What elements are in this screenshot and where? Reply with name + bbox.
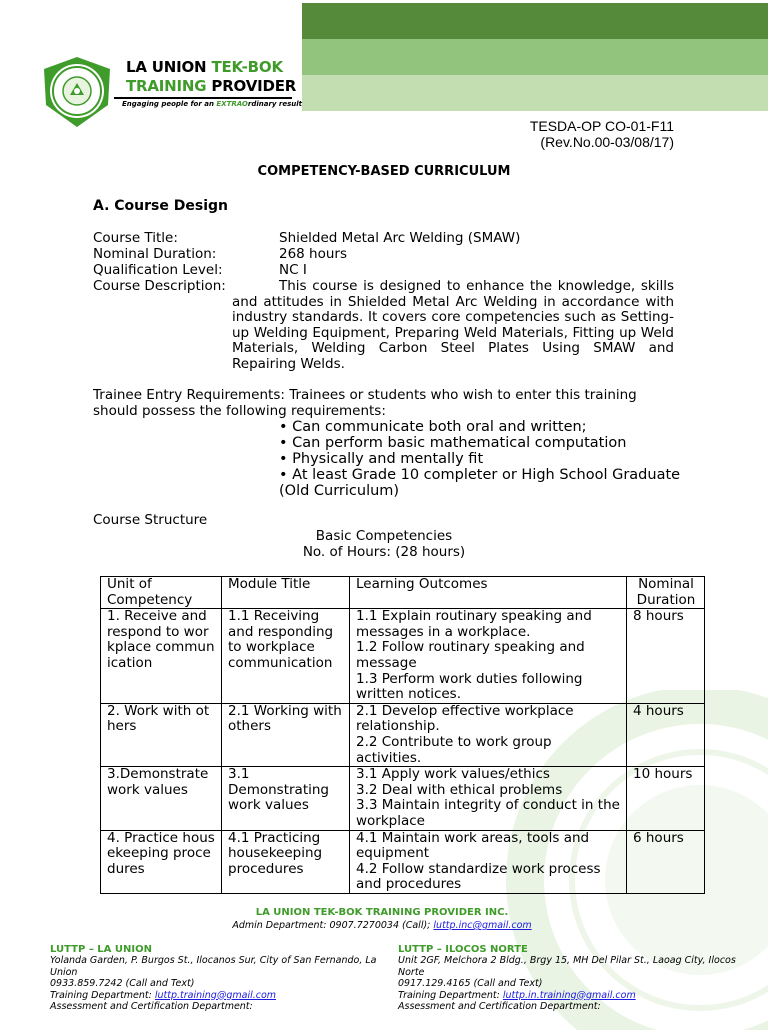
logo-seal-icon xyxy=(40,55,114,129)
nominal-duration-label: Nominal Duration: xyxy=(93,246,217,262)
list-item: • At least Grade 10 completer or High School Graduate (Old Curriculum) xyxy=(279,467,681,499)
outcomes-cell xyxy=(350,830,627,893)
header-bar-medium xyxy=(302,39,768,75)
module-cell: 4.1 Practicing housekeeping procedures xyxy=(222,830,350,893)
course-title-value: Shielded Metal Arc Welding (SMAW) xyxy=(279,230,521,246)
outcome-item: 2.2 Contribute to work group activities. xyxy=(356,733,552,766)
footer-heading: LUTTP – ILOCOS NORTE xyxy=(398,944,528,955)
table-row xyxy=(101,609,705,704)
brand-divider xyxy=(114,97,292,99)
module-cell: 3.1 Demonstrating work values xyxy=(222,767,350,830)
outcome-item: 3.1 Apply work values/ethics xyxy=(356,766,550,783)
table-row xyxy=(101,767,705,830)
outcome-item: 1.2 Follow routinary speaking and message xyxy=(356,639,585,671)
footer-address: Yolanda Garden, P. Burgos St., Ilocanos Sur, City of San Fernando, La Union xyxy=(50,955,377,978)
footer-la-union xyxy=(50,944,395,1013)
footer-heading: LUTTP – LA UNION xyxy=(50,944,152,955)
footer-company-name: LA UNION TEK-BOK TRAINING PROVIDER INC. xyxy=(255,907,509,918)
duration-cell: 10 hours xyxy=(627,767,705,830)
document-code-number: TESDA-OP CO-01-F11 xyxy=(529,118,674,134)
entry-requirements-list xyxy=(279,419,699,499)
unit-cell: 3.Demonstrate work values xyxy=(101,767,222,830)
basic-competencies-hours: No. of Hours: (28 hours) xyxy=(302,544,466,560)
list-item: • Can communicate both oral and written; xyxy=(279,419,587,435)
table-row xyxy=(101,703,705,766)
module-cell: 1.1 Receiving and responding to workplace communication xyxy=(222,609,350,704)
footer-training-line: Training Department: luttp.in.training@gmail.com xyxy=(398,989,636,1001)
qualification-level-label: Qualification Level: xyxy=(93,262,223,278)
outcome-item: 1.1 Explain routinary speaking and messages in a workplace. xyxy=(356,608,592,640)
course-description-label: Course Description: xyxy=(93,278,226,294)
column-header: Learning Outcomes xyxy=(350,577,627,609)
outcomes-cell xyxy=(350,703,627,766)
footer-assessment-line: Assessment and Certification Department: xyxy=(50,1001,253,1012)
course-description-text: This course is designed to enhance the knowledge, skills and attitudes in Shielded Metal Arc Welding in accordance with industry standards. It covers core competencies such as Setting-up Welding Equipment, Preparing Weld Materials, Fitting up Weld Materials, Welding Carbon Steel Plates Using SMAW and Repairing Welds. xyxy=(232,278,674,372)
basic-competencies-title: Basic Competencies xyxy=(315,528,453,544)
footer-assessment-line: Assessment and Certification Department: xyxy=(398,1001,601,1012)
duration-cell: 6 hours xyxy=(627,830,705,893)
header-bar-dark xyxy=(302,3,768,39)
brand-tagline: Engaging people for an EXTRAOrdinary result xyxy=(122,100,303,108)
training-email-link[interactable]: luttp.training@gmail.com xyxy=(154,989,277,1001)
unit-cell: 4. Practice housekeeping procedures xyxy=(101,830,222,893)
course-structure-label: Course Structure xyxy=(93,512,208,528)
footer-training-line: Training Department: luttp.training@gmail.com xyxy=(50,989,277,1001)
table-row xyxy=(101,830,705,893)
header-bar-light xyxy=(302,75,768,111)
footer-admin-line: Admin Department: 0907.7270034 (Call); luttp.inc@gmail.com xyxy=(232,920,532,931)
page-title: COMPETENCY-BASED CURRICULUM xyxy=(257,164,511,179)
list-item: • Physically and mentally fit xyxy=(279,451,484,467)
basic-competencies-heading xyxy=(0,528,768,560)
document-code xyxy=(530,118,674,150)
brand-name-line2: TRAINING PROVIDER xyxy=(126,77,297,95)
footer-ilocos-norte xyxy=(398,944,743,1013)
section-heading: A. Course Design xyxy=(93,198,228,214)
brand-name-line1: LA UNION TEK-BOK xyxy=(126,58,283,76)
footer-phone: 0917.129.4165 (Call and Text) xyxy=(398,978,543,989)
unit-cell: 1. Receive and respond to workplace communication xyxy=(101,609,222,704)
column-header: Module Title xyxy=(222,577,350,609)
course-title-label: Course Title: xyxy=(93,230,178,246)
list-item: • Can perform basic mathematical computation xyxy=(279,435,627,451)
outcome-item: 3.2 Deal with ethical problems xyxy=(356,781,563,798)
document-revision: (Rev.No.00-03/08/17) xyxy=(540,134,674,150)
competency-table xyxy=(100,576,705,894)
column-header: Nominal Duration xyxy=(627,577,705,609)
admin-email-link[interactable]: luttp.inc@gmail.com xyxy=(433,920,532,931)
column-header: Unit of Competency xyxy=(101,577,222,609)
module-cell: 2.1 Working with others xyxy=(222,703,350,766)
qualification-level-value: NC I xyxy=(279,262,307,278)
duration-cell: 4 hours xyxy=(627,703,705,766)
outcome-item: 1.3 Perform work duties following written notices. xyxy=(356,670,583,703)
footer-phone: 0933.859.7242 (Call and Text) xyxy=(50,978,195,989)
outcomes-cell xyxy=(350,767,627,830)
outcome-item: 4.1 Maintain work areas, tools and equipment xyxy=(356,829,590,862)
duration-cell: 8 hours xyxy=(627,609,705,704)
unit-cell: 2. Work with others xyxy=(101,703,222,766)
table-header-row xyxy=(101,577,705,609)
nominal-duration-value: 268 hours xyxy=(279,246,348,262)
footer-address: Unit 2GF, Melchora 2 Bldg., Brgy 15, MH Del Pilar St., Laoag City, Ilocos Norte xyxy=(398,955,736,978)
outcome-item: 3.3 Maintain integrity of conduct in the workplace xyxy=(356,797,620,829)
entry-requirements-text: Trainee Entry Requirements: Trainees or students who wish to enter this training should possess the following requirements: xyxy=(93,387,637,419)
training-email-link[interactable]: luttp.in.training@gmail.com xyxy=(502,989,636,1001)
outcome-item: 4.2 Follow standardize work process and procedures xyxy=(356,860,601,893)
outcome-item: 2.1 Develop effective workplace relationship. xyxy=(356,702,574,735)
outcomes-cell xyxy=(350,609,627,704)
